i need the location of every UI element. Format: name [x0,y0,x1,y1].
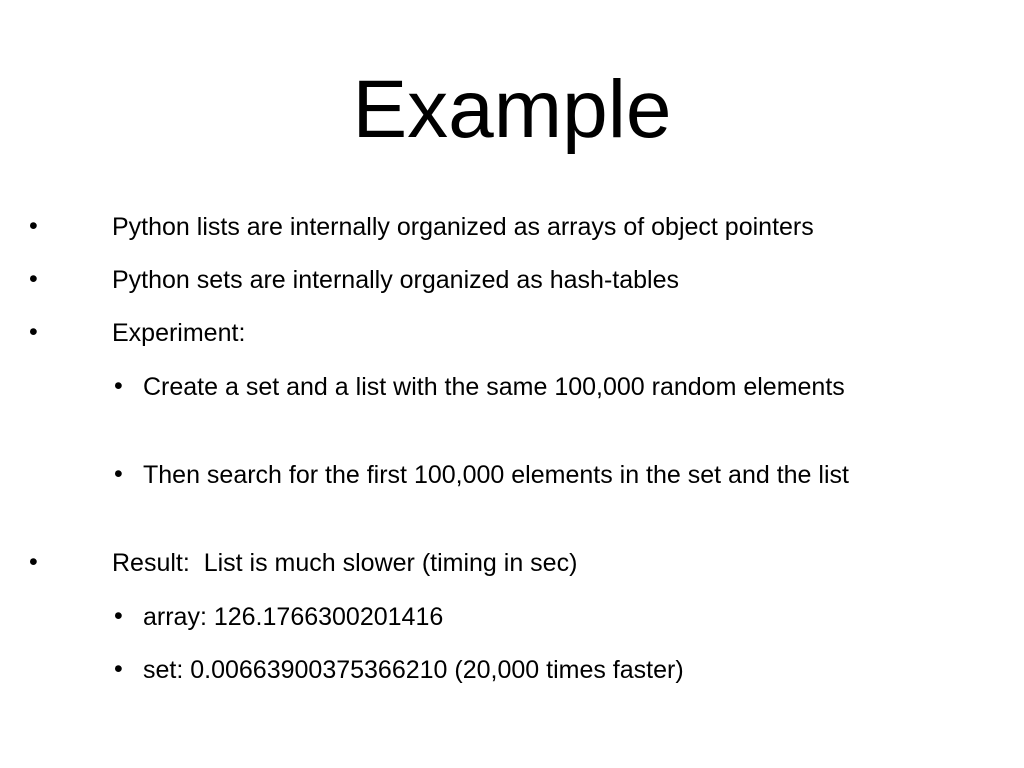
bullet-text: Python lists are internally organized as arrays of object pointers [112,213,814,241]
bullet-dot: • [29,212,38,240]
bullet-item [29,316,992,350]
sub-bullet-item [114,600,943,634]
bullet-dot: • [29,548,38,576]
sub-bullet-item [114,370,863,404]
bullet-item [29,546,992,580]
bullet-dot: • [114,655,123,683]
bullet-dot: • [114,372,123,400]
sub-bullet-item [114,458,933,492]
bullet-text: array: 126.1766300201416 [143,603,444,631]
bullet-text: Python sets are internally organized as hash-tables [112,266,679,294]
bullet-text: Then search for the first 100,000 elements in the set and the list [143,461,849,489]
bullet-dot: • [29,318,38,346]
bullet-item [29,210,992,244]
bullet-dot: • [29,265,38,293]
bullet-dot: • [114,460,123,488]
bullet-text: Result: List is much slower (timing in sec) [112,549,578,577]
bullet-text: Experiment: [112,319,246,347]
sub-bullet-item [114,653,943,687]
bullet-text: set: 0.00663900375366210 (20,000 times faster) [143,656,684,684]
bullet-dot: • [114,602,123,630]
bullet-item [29,263,992,297]
bullet-text: Create a set and a list with the same 100,000 random elements [143,373,845,401]
slide-title: Example [352,64,672,155]
